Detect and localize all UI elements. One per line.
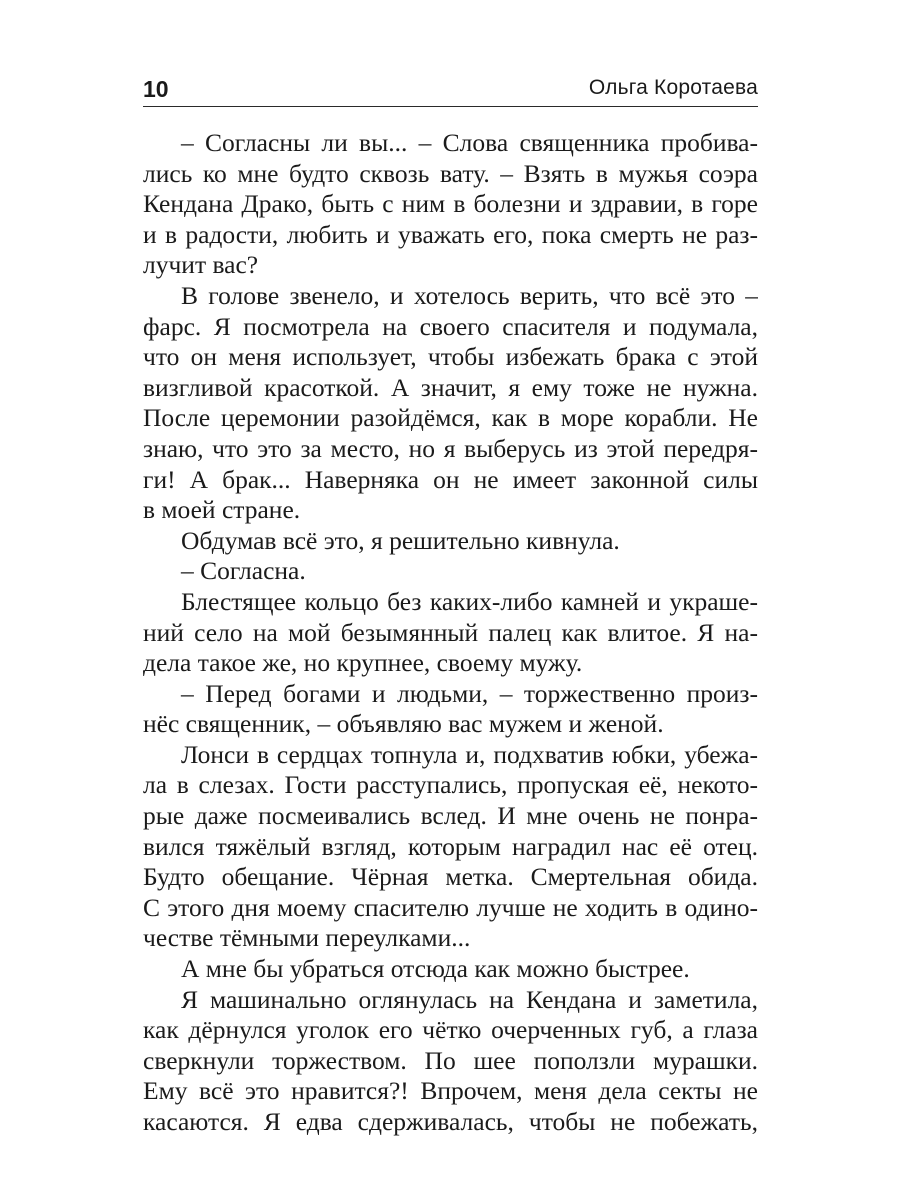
running-head [143,70,758,106]
text-line: и в радости, любить и уважать его, пока смерть не раз- [143,219,758,249]
text-line: лучит вас? [143,250,259,280]
text-line: Будто обещание. Чёрная метка. Смертельная обида. [143,862,758,892]
text-line: ний село на мой безымянный палец как влитое. Я на- [143,617,758,647]
text-line: нёс священник, – объявляю вас мужем и женой. [143,709,664,739]
text-line: Кендана Драко, быть с ним в болезни и здравии, в горе [143,189,758,219]
paragraph [143,526,758,557]
paragraph [143,556,758,587]
text-line: Ему всё это нравится?! Впрочем, меня дела секты не [143,1076,758,1106]
text-line: касаются. Я едва сдерживалась, чтобы не побежать, [143,1107,758,1136]
paragraph [143,281,758,526]
text-line: что он меня использует, чтобы избежать брака с этой [143,342,758,372]
paragraph [143,954,758,985]
text-line: ги! А брак... Наверняка он не имеет законной силы [143,464,758,494]
text-line: сверкнули торжеством. По шее поползли мурашки. [143,1045,758,1075]
text-line: Лонси в сердцах топнула и, подхватив юбки, убежа- [181,739,758,769]
text-line: фарс. Я посмотрела на своего спасителя и подумала, [143,311,758,341]
text-line: ла в слезах. Гости расступались, пропуская её, некото- [143,770,758,800]
text-line: С этого дня моему спасителю лучше не ходить в одино- [143,892,758,922]
text-line: дела такое же, но крупнее, своему мужу. [143,648,583,678]
text-line: лись ко мне будто сквозь вату. – Взять в мужья соэра [143,158,758,188]
paragraph [143,128,758,281]
paragraph [143,985,758,1138]
text-line: – Согласны ли вы... – Слова священника пробива- [181,128,758,157]
paragraph [143,679,758,740]
text-line: в моей стране. [143,495,301,525]
text-line: Обдумав всё это, я решительно кивнула. [181,525,620,555]
text-line: В голове звенело, и хотелось верить, что всё это – [181,280,758,310]
text-line: Я машинально оглянулась на Кендана и заметила, [181,984,758,1014]
text-line: честве тёмными переулками... [143,923,471,953]
text-line: А мне бы убраться отсюда как можно быстрее. [181,954,690,984]
body-text [143,128,758,1138]
text-line: После церемонии разойдёмся, как в море корабли. Не [143,403,758,433]
text-line: знаю, что это за место, но я выберусь из этой передря- [143,433,758,463]
page-number: 10 [143,76,169,102]
text-line: как дёрнулся уголок его чётко очерченных губ, а глаза [143,1015,758,1045]
text-line: Блестящее кольцо без каких-либо камней и украше- [181,586,758,616]
text-line: рые даже посмеивались вслед. И мне очень не понра- [143,801,758,831]
paragraph [143,740,758,954]
text-line: – Согласна. [181,556,306,586]
text-line: – Перед богами и людьми, – торжественно произ- [181,678,758,708]
author-name: Ольга Коротаева [588,76,758,99]
text-line: вился тяжёлый взгляд, которым наградил нас её отец. [143,831,758,861]
text-line: визгливой красоткой. А значит, я ему тоже не нужна. [143,372,758,402]
paragraph [143,587,758,679]
header-rule [143,106,758,107]
